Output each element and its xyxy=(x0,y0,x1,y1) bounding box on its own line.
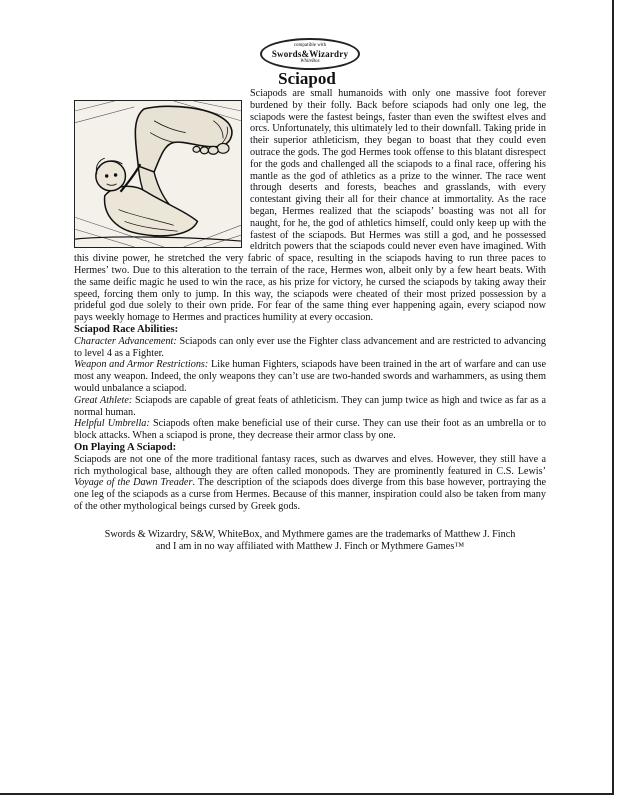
logo-line-2: Swords&Wizardry xyxy=(271,49,349,59)
ability-name: Weapon and Armor Restrictions: xyxy=(74,359,209,371)
book-title: Voyage of the Dawn Treader xyxy=(74,477,193,489)
sciapod-woodcut-illustration xyxy=(74,100,242,248)
abilities-heading: Sciapod Race Abilities: xyxy=(74,323,179,335)
ability-item xyxy=(74,418,546,442)
intro-paragraph: Sciapods are small humanoids with only one massive foot forever burdened by their folly. Back before sciapods had only one leg, the sciapods were the fastest beings, faster than even the swiftest elves and orcs. Unfortunately, this ultimately led to their downfall. Taking pride in their superior athleticism, they began to boast that they could even outrace the gods. The god Hermes took offense to this blatant disrespect for the gods and challenged all the sciapods to a final race, offering his mantle as the god of athletics as a prize to the winner. The race went through deserts and forests, beaches and grasslands, with every contestant giving their all for their chance at immortality. As the race began, Hermes realized that the sciapods’ boasting was not all for naught, for he, the god of athletics himself, could only keep up with the fastest of the sciapods. But Hermes was still a god, and he possessed eldritch powers that the sciapods could never even have imagined. With this divine power, he stretched the very fabric of space, resulting in the sciapods having to run three paces to Hermes’ two. Due to this alteration to the terrain of the race, Hermes won, albeit only by a few heart beats. With the same deific magic he used to win the race, as his prize for victory, he cursed the sciapods by taking away their speed, forcing them only to jump. In this way, the sciapods were cheated of their most prized possession by a prideful god due solely to their own pride. For fear of the same thing ever happening again, every sciapod now pays weekly homage to Hermes and practices humility at every occasion. xyxy=(74,88,546,324)
ability-text: Sciapods are capable of great feats of athleticism. They can jump twice as high and twice as far as a normal human. xyxy=(74,394,546,418)
trademark-footer xyxy=(74,529,546,553)
logo-line-3: WhiteBox xyxy=(300,59,320,64)
ability-text: Sciapods can only ever use the Fighter class advancement and are restricted to advancing to level 4 as a Fighter. xyxy=(74,335,546,359)
sciapod-illustration-icon xyxy=(75,101,241,247)
ability-item xyxy=(74,395,546,419)
main-content xyxy=(74,88,546,553)
footer-line-1: Swords & Wizardry, S&W, WhiteBox, and Mythmere games are the trademarks of Matthew J. Finch xyxy=(104,528,516,540)
playing-text-part-1: Sciapods are not one of the more traditional fantasy races, such as dwarves and elves. However, they still have a rich mythological base, although they are often called monopods. They are prominently featured in C.S. Lewis’ xyxy=(74,453,546,477)
ability-item xyxy=(74,359,546,394)
playing-paragraph xyxy=(74,454,546,513)
ability-text: Like human Fighters, sciapods have been trained in the art of warfare and can use most any weapon. Indeed, the only weapons they can’t use are two-handed swords and warhammers, as using them would unbalance a sciapod. xyxy=(74,359,546,394)
page-title: Sciapod xyxy=(278,69,336,88)
ability-name: Character Advancement: xyxy=(74,335,177,347)
ability-item xyxy=(74,336,546,360)
footer-line-2: and I am in no way affiliated with Matthew J. Finch or Mythmere Games™ xyxy=(155,540,465,552)
playing-text-part-2: . The description of the sciapods does diverge from this base however, portraying the one leg of the sciapods as a curse from Hermes. Because of this manner, inspiration could also be taken from many of the other mythological beings cursed by Greek gods. xyxy=(74,477,546,512)
ability-name: Helpful Umbrella: xyxy=(74,418,150,430)
ability-name: Great Athlete: xyxy=(74,394,133,406)
swords-wizardry-logo xyxy=(260,38,360,70)
logo-line-1: compatible with xyxy=(293,43,327,48)
ability-text: Sciapods often make beneficial use of their curse. They can use their foot as an umbrella or to block attacks. When a sciapod is prone, they decrease their armor class by one. xyxy=(74,418,547,442)
playing-heading: On Playing A Sciapod: xyxy=(74,441,177,453)
